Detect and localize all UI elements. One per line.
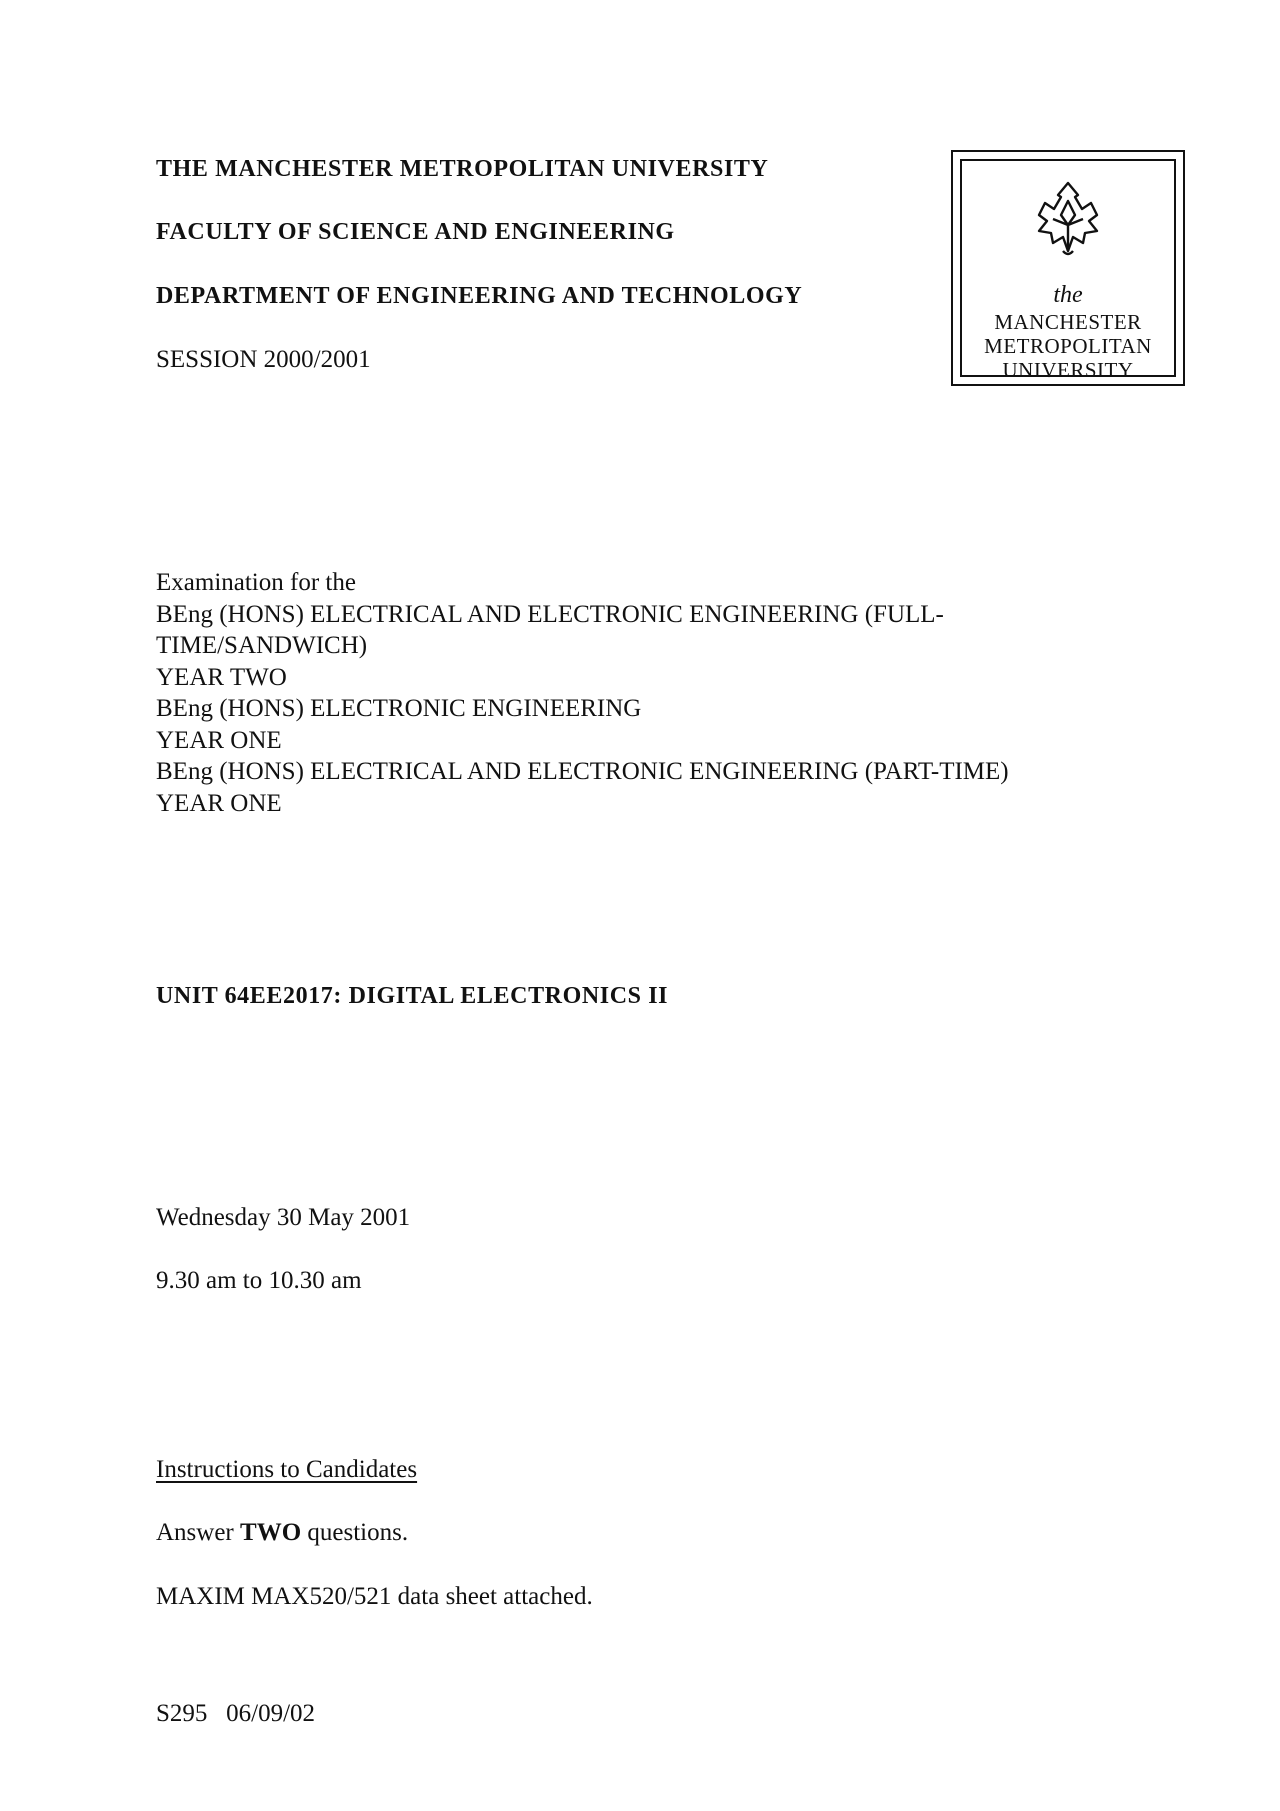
examination-intro: Examination for the	[156, 569, 356, 596]
university-title: THE MANCHESTER METROPOLITAN UNIVERSITY	[156, 156, 769, 182]
programme-line-3: YEAR TWO	[156, 663, 287, 691]
programme-line-7: YEAR ONE	[156, 789, 282, 817]
document-reference: S295 06/09/02	[156, 1700, 316, 1727]
answer-count: TWO	[240, 1519, 302, 1546]
examination-block	[156, 567, 1009, 819]
instructions-heading: Instructions to Candidates	[156, 1456, 418, 1483]
university-crest-icon	[1033, 179, 1103, 259]
datasheet-note: MAXIM MAX520/521 data sheet attached.	[156, 1583, 593, 1610]
session-label: SESSION 2000/2001	[156, 346, 371, 373]
programme-line-4: BEng (HONS) ELECTRONIC ENGINEERING	[156, 695, 642, 722]
programme-line-1: BEng (HONS) ELECTRICAL AND ELECTRONIC ENGINEERING (FULL-	[156, 600, 944, 628]
exam-date: Wednesday 30 May 2001	[156, 1204, 411, 1231]
programme-line-2: TIME/SANDWICH)	[156, 632, 368, 659]
logo-the: the	[1053, 282, 1083, 308]
faculty-title: FACULTY OF SCIENCE AND ENGINEERING	[156, 219, 675, 245]
logo-line-metropolitan: METROPOLITAN	[984, 334, 1152, 358]
exam-time: 9.30 am to 10.30 am	[156, 1267, 362, 1294]
logo-line-university: UNIVERSITY	[1002, 358, 1134, 382]
programme-line-6: BEng (HONS) ELECTRICAL AND ELECTRONIC ENGINEERING (PART-TIME)	[156, 758, 1009, 785]
university-logo	[951, 150, 1185, 386]
unit-title: UNIT 64EE2017: DIGITAL ELECTRONICS II	[156, 983, 669, 1009]
answer-instruction	[156, 1519, 408, 1547]
department-title: DEPARTMENT OF ENGINEERING AND TECHNOLOGY	[156, 283, 803, 309]
programme-line-5: YEAR ONE	[156, 726, 282, 754]
answer-suffix: questions.	[307, 1519, 409, 1546]
logo-line-manchester: MANCHESTER	[994, 310, 1142, 334]
answer-prefix: Answer	[156, 1519, 234, 1546]
